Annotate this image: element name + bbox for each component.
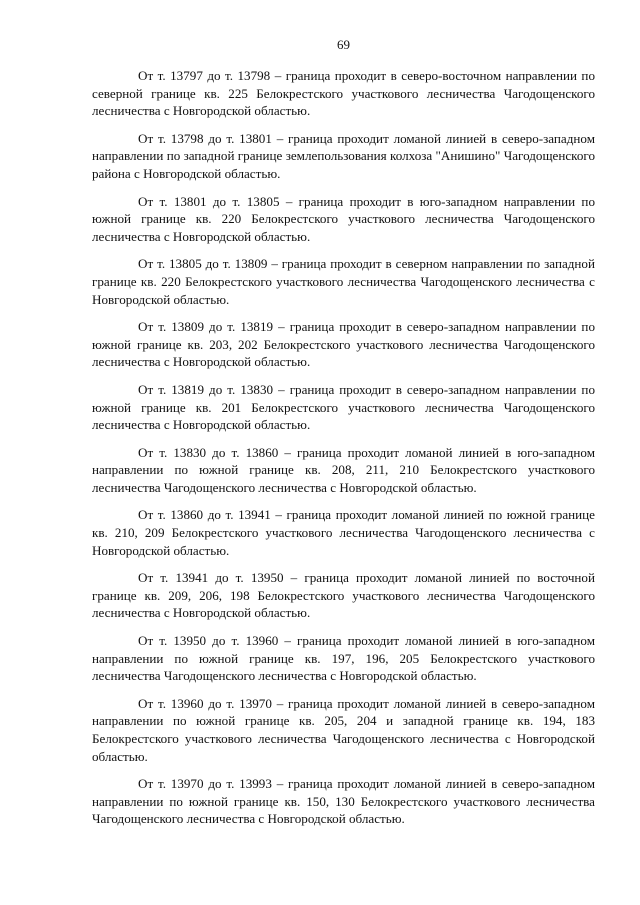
paragraph-4: От т. 13805 до т. 13809 – граница проходит в северном направлении по западной границе кв. 220 Белокрестского участкового лесничества Чагодощенского лесничества с Новгородской областью. [92,256,595,307]
paragraph-8: От т. 13860 до т. 13941 – граница проходит ломаной линией по южной границе кв. 210, 209 Белокрестского участкового лесничества Чагодощенского лесничества с Новгородской областью. [92,507,595,558]
paragraph-10: От т. 13950 до т. 13960 – граница проходит ломаной линией в юго-западном направлении по южной границе кв. 197, 196, 205 Белокрестского участкового лесничества Чагодощенского лесничества с Новгородской областью. [92,633,595,684]
paragraph-5: От т. 13809 до т. 13819 – граница проходит в северо-западном направлении по южной границе кв. 203, 202 Белокрестского участкового лесничества Чагодощенского лесничества с Новгородской областью. [92,319,595,370]
paragraph-9: От т. 13941 до т. 13950 – граница проходит ломаной линией по восточной границе кв. 209, 206, 198 Белокрестского участкового лесничества Чагодощенского лесничества с Новгородской областью. [92,570,595,621]
paragraph-7: От т. 13830 до т. 13860 – граница проходит ломаной линией в юго-западном направлении по южной границе кв. 208, 211, 210 Белокрестского участкового лесничества Чагодощенского лесничества с Новгородской областью. [92,444,595,495]
paragraph-11: От т. 13960 до т. 13970 – граница проходит ломаной линией в северо-западном направлении по южной границе кв. 205, 204 и западной границе кв. 194, 183 Белокрестского участкового лесничества Чагодощенского лесничества с Новгородской областью. [92,695,595,764]
paragraph-2: От т. 13798 до т. 13801 – граница проходит ломаной линией в северо-западном направлении по западной границе землепользования колхоза "Анишино" Чагодощенского района с Новгородской областью. [92,130,595,181]
paragraph-1: От т. 13797 до т. 13798 – граница проходит в северо-восточном направлении по северной границе кв. 225 Белокрестского участкового лесничества Чагодощенского лесничества с Новгородской областью. [92,68,595,119]
paragraph-3: От т. 13801 до т. 13805 – граница проходит в юго-западном направлении по южной границе кв. 220 Белокрестского участкового лесничества Чагодощенского лесничества с Новгородской областью. [92,193,595,244]
page-number: 69 [337,37,350,52]
paragraph-12: От т. 13970 до т. 13993 – граница проходит ломаной линией в северо-западном направлении по южной границе кв. 150, 130 Белокрестского участкового лесничества Чагодощенского лесничества с Новгородской областью. [92,776,595,827]
paragraph-6: От т. 13819 до т. 13830 – граница проходит в северо-западном направлении по южной границе кв. 201 Белокрестского участкового лесничества Чагодощенского лесничества с Новгородской областью. [92,381,595,433]
